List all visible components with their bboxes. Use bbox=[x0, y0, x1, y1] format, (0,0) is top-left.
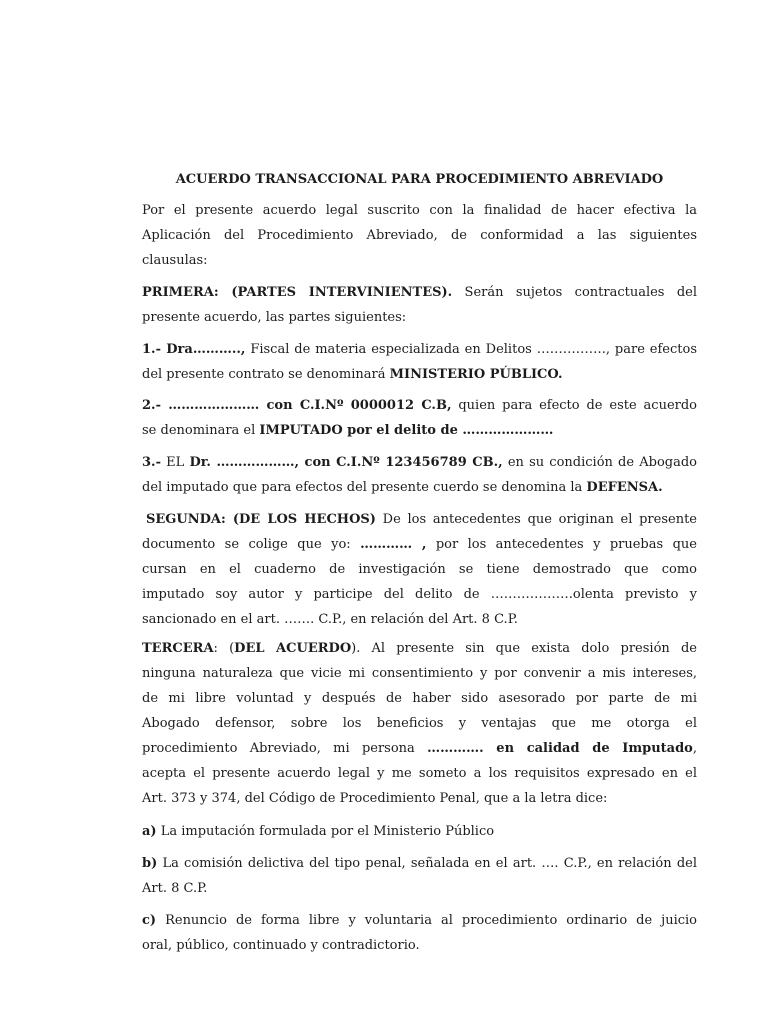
party-1 bbox=[142, 337, 697, 387]
party-2-text-2: se denominara el bbox=[142, 423, 260, 438]
party-3-label: Dr. ………………, con C.I.Nº 123456789 CB., bbox=[189, 455, 503, 470]
segunda-text-1: De los antecedentes que originan el presente bbox=[375, 512, 697, 527]
party-2-label: 2.- ………………… con C.I.Nº 0000012 C.B, bbox=[142, 398, 452, 413]
clause-segunda bbox=[142, 507, 697, 632]
item-c-line-2: oral, público, continuado y contradictorio. bbox=[142, 938, 420, 953]
item-b bbox=[142, 851, 697, 901]
item-b-line-1 bbox=[142, 851, 697, 876]
item-b-text: La comisión delictiva del tipo penal, señalada en el art. …. C.P., en relación del bbox=[157, 856, 697, 871]
segunda-line-2 bbox=[142, 532, 697, 557]
primera-line-1 bbox=[142, 280, 697, 305]
primera-text-1: Serán sujetos contractuales del bbox=[452, 285, 697, 300]
tercera-text-5: procedimiento Abreviado, mi persona bbox=[142, 741, 428, 756]
party-3-el: EL bbox=[160, 455, 190, 470]
clause-primera bbox=[142, 280, 697, 330]
item-a-line bbox=[142, 819, 697, 844]
tercera-line-6: acepta el presente acuerdo legal y me someto a los requisitos expresado en el bbox=[142, 766, 697, 781]
segunda-line-4: imputado soy autor y participe del delito de ……………….olenta previsto y bbox=[142, 587, 697, 602]
tercera-comma: , bbox=[692, 741, 697, 756]
primera-heading: PRIMERA: (PARTES INTERVINIENTES). bbox=[142, 285, 453, 300]
party-1-line-2 bbox=[142, 362, 697, 387]
party-3-line-1 bbox=[142, 450, 697, 475]
item-a bbox=[142, 819, 697, 844]
party-3-text-2: del imputado que para efectos del presente cuerdo se denomina la bbox=[142, 480, 587, 495]
party-2-text: quien para efecto de este acuerdo bbox=[451, 398, 697, 413]
tercera-subheading: DEL ACUERDO bbox=[234, 641, 352, 656]
item-c bbox=[142, 908, 697, 958]
tercera-imputado: …………. en calidad de Imputado bbox=[427, 741, 693, 756]
item-c-line-1 bbox=[142, 908, 697, 933]
intro-line-2: Aplicación del Procedimiento Abreviado, de conformidad a las siguientes bbox=[142, 228, 697, 243]
party-1-text-2: del presente contrato se denominará bbox=[142, 367, 390, 382]
party-3-line-2 bbox=[142, 475, 697, 500]
party-2 bbox=[142, 393, 697, 443]
item-a-label: a) bbox=[142, 824, 157, 839]
tercera-line-2: ninguna naturaleza que vicie mi consentimiento y por convenir a mis intereses, bbox=[142, 666, 697, 681]
party-1-text: Fiscal de materia especializada en Delitos ……………., pare efectos bbox=[245, 342, 697, 357]
segunda-text-2b: por los antecedentes y pruebas que bbox=[426, 537, 697, 552]
tercera-heading: TERCERA bbox=[142, 641, 214, 656]
primera-line-2: presente acuerdo, las partes siguientes: bbox=[142, 310, 407, 325]
party-2-role: IMPUTADO por el delito de ………………… bbox=[259, 423, 554, 438]
segunda-line-3: cursan en el cuaderno de investigación se tiene demostrado que como bbox=[142, 562, 697, 577]
party-1-role: MINISTERIO PÚBLICO. bbox=[389, 367, 563, 382]
tercera-line-5 bbox=[142, 736, 697, 761]
segunda-text-2a: documento se colige que yo: bbox=[142, 537, 361, 552]
item-b-label: b) bbox=[142, 856, 158, 871]
tercera-line-4: Abogado defensor, sobre los beneficios y ventajas que me otorga el bbox=[142, 716, 697, 731]
item-c-text: Renuncio de forma libre y voluntaria al procedimiento ordinario de juicio bbox=[156, 913, 697, 928]
item-a-text: La imputación formulada por el Ministerio Público bbox=[156, 824, 495, 839]
party-2-line-2 bbox=[142, 418, 697, 443]
tercera-colon: : ( bbox=[213, 641, 235, 656]
segunda-line-5: sancionado en el art. ……. C.P., en relación del Art. 8 C.P. bbox=[142, 612, 518, 627]
segunda-blank: ………… , bbox=[360, 537, 427, 552]
segunda-heading: SEGUNDA: (DE LOS HECHOS) bbox=[146, 512, 376, 527]
party-3-role: DEFENSA. bbox=[586, 480, 663, 495]
intro-paragraph bbox=[142, 198, 697, 273]
item-c-label: c) bbox=[142, 913, 157, 928]
party-3-number: 3.- bbox=[142, 455, 161, 470]
document-title: ACUERDO TRANSACCIONAL PARA PROCEDIMIENTO ABREVIADO bbox=[175, 172, 664, 187]
clause-tercera bbox=[142, 636, 697, 811]
party-2-line-1 bbox=[142, 393, 697, 418]
party-3-text: en su condición de Abogado bbox=[502, 455, 697, 470]
party-1-line-1 bbox=[142, 337, 697, 362]
party-1-label: 1.- Dra……….., bbox=[142, 342, 246, 357]
intro-line-3: clausulas: bbox=[142, 253, 208, 268]
tercera-line-1 bbox=[142, 636, 697, 661]
tercera-text-1: ). Al presente sin que exista dolo presión de bbox=[351, 641, 697, 656]
segunda-line-1 bbox=[142, 507, 697, 532]
item-b-line-2: Art. 8 C.P. bbox=[142, 881, 208, 896]
tercera-line-3: de mi libre voluntad y después de haber sido asesorado por parte de mi bbox=[142, 691, 697, 706]
party-3 bbox=[142, 450, 697, 500]
tercera-line-7: Art. 373 y 374, del Código de Procedimiento Penal, que a la letra dice: bbox=[142, 791, 608, 806]
intro-line-1: Por el presente acuerdo legal suscrito con la finalidad de hacer efectiva la bbox=[142, 203, 697, 218]
